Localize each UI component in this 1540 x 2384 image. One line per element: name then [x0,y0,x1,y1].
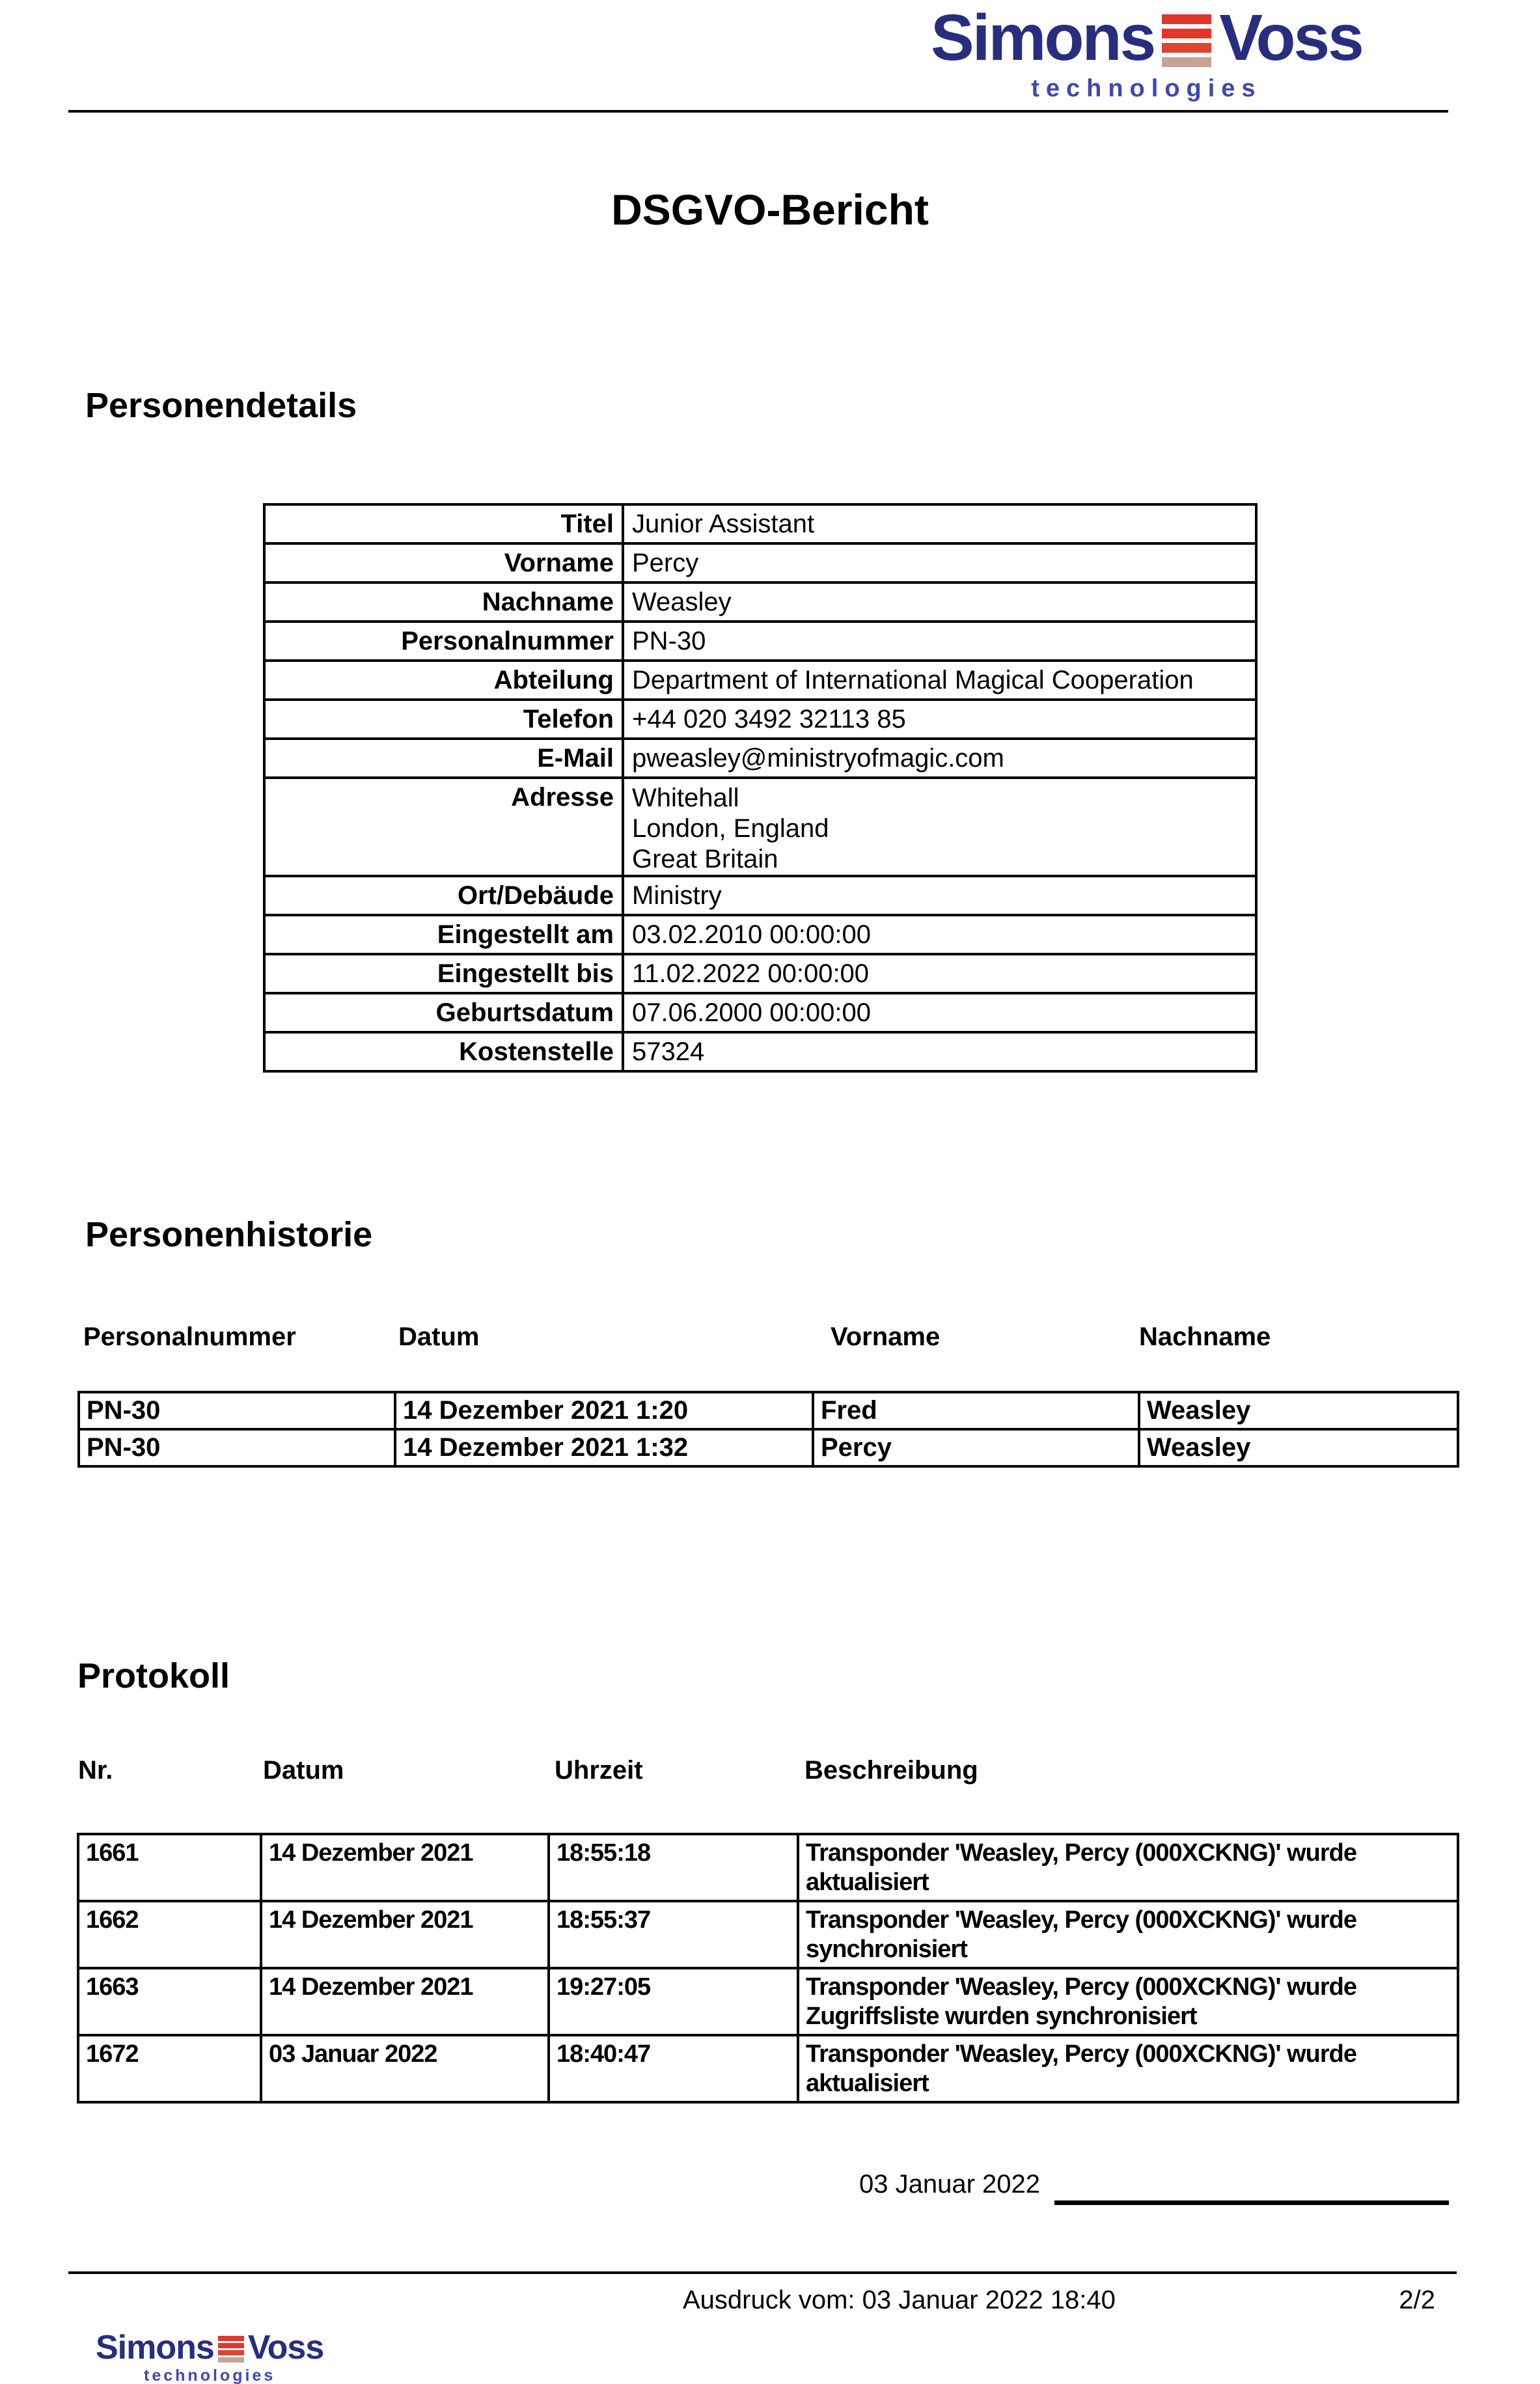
logo-bars-icon [218,2336,244,2363]
protocol-cell-beschreibung: Transponder 'Weasley, Percy (000XCKNG)' wurde Zugriffsliste wurden synchronisiert [798,1968,1458,2035]
detail-label: Eingestellt am [264,915,623,954]
logo-word-voss: Voss [1219,1,1362,74]
section-heading-personendetails: Personendetails [85,386,357,425]
protocol-cell-beschreibung: Transponder 'Weasley, Percy (000XCKNG)' wurde aktualisiert [798,1834,1458,1901]
history-cell-vorname: Percy [813,1429,1139,1466]
history-cell-personalnummer: PN-30 [79,1429,395,1466]
column-header-vorname: Vorname [831,1322,941,1351]
table-row [78,1834,1458,1901]
table-row [78,2035,1458,2102]
logo-wordmark [931,1,1362,74]
address-line: Whitehall [632,784,739,812]
simonsvoss-logo [931,1,1362,102]
detail-value: 11.02.2022 00:00:00 [623,954,1256,993]
column-header-datum: Datum [263,1756,344,1785]
detail-value: Department of International Magical Cooperation [623,661,1256,700]
detail-label: Ort/Debäude [264,876,623,915]
detail-label: E-Mail [264,739,623,778]
protocol-cell-datum: 14 Dezember 2021 [261,1968,549,2035]
protocol-cell-uhrzeit: 18:55:18 [549,1834,798,1901]
detail-label: Personalnummer [264,622,623,661]
detail-value: pweasley@ministryofmagic.com [623,739,1256,778]
logo-word-simons: Simons [96,2329,214,2366]
table-row [264,915,1256,954]
table-row [264,543,1256,582]
person-history-table [77,1391,1459,1468]
table-row [264,739,1256,778]
table-row [264,993,1256,1032]
section-heading-protokoll: Protokoll [77,1656,230,1695]
detail-value: 03.02.2010 00:00:00 [623,915,1256,954]
detail-value: Weasley [623,582,1256,622]
detail-label: Geburtsdatum [264,993,623,1032]
protocol-cell-nr: 1661 [78,1834,261,1901]
protocol-cell-uhrzeit: 18:40:47 [549,2035,798,2102]
detail-value: Junior Assistant [623,504,1256,543]
protocol-cell-datum: 03 Januar 2022 [261,2035,549,2102]
table-row [264,778,1256,876]
table-row [264,504,1256,543]
protocol-table [77,1833,1459,2103]
logo-subtitle: technologies [1031,75,1262,102]
detail-label: Nachname [264,582,623,622]
protocol-cell-beschreibung: Transponder 'Weasley, Percy (000XCKNG)' wurde synchronisiert [798,1901,1458,1968]
protocol-cell-uhrzeit: 19:27:05 [549,1968,798,2035]
detail-value: 07.06.2000 00:00:00 [623,993,1256,1032]
table-row [264,876,1256,915]
address-line: Great Britain [632,845,778,873]
history-cell-datum: 14 Dezember 2021 1:20 [395,1392,813,1429]
detail-value: 57324 [623,1032,1256,1071]
column-header-personalnummer: Personalnummer [83,1322,296,1351]
protocol-cell-datum: 14 Dezember 2021 [261,1901,549,1968]
column-header-nachname: Nachname [1139,1322,1271,1351]
page-title: DSGVO-Bericht [611,185,929,234]
signature-date: 03 Januar 2022 [859,2170,1041,2199]
section-heading-personenhistorie: Personenhistorie [85,1215,373,1254]
detail-label: Adresse [264,778,623,876]
table-row [78,1968,1458,2035]
protocol-cell-nr: 1663 [78,1968,261,2035]
protocol-cell-uhrzeit: 18:55:37 [549,1901,798,1968]
address-line: London, England [632,814,829,843]
signature-line [1054,2200,1449,2205]
history-cell-vorname: Fred [813,1392,1139,1429]
detail-value-address [623,778,1256,876]
table-row [264,1032,1256,1071]
protocol-cell-nr: 1662 [78,1901,261,1968]
protocol-cell-beschreibung: Transponder 'Weasley, Percy (000XCKNG)' wurde aktualisiert [798,2035,1458,2102]
column-header-beschreibung: Beschreibung [804,1756,978,1785]
table-row [264,661,1256,700]
detail-label: Abteilung [264,661,623,700]
person-details-table [263,503,1258,1073]
protocol-cell-datum: 14 Dezember 2021 [261,1834,549,1901]
history-cell-datum: 14 Dezember 2021 1:32 [395,1429,813,1466]
page-number: 2/2 [1399,2286,1435,2314]
column-header-uhrzeit: Uhrzeit [555,1756,643,1785]
detail-label: Kostenstelle [264,1032,623,1071]
history-cell-personalnummer: PN-30 [79,1392,395,1429]
table-row [264,700,1256,739]
table-row [78,1901,1458,1968]
column-header-nr: Nr. [78,1756,113,1785]
protocol-cell-nr: 1672 [78,2035,261,2102]
logo-bars-icon [1162,14,1211,67]
detail-value: +44 020 3492 32113 85 [623,700,1256,739]
simonsvoss-logo-footer [96,2330,323,2384]
history-cell-nachname: Weasley [1139,1392,1458,1429]
table-row [79,1392,1458,1429]
logo-word-simons: Simons [931,1,1155,74]
detail-value: Ministry [623,876,1256,915]
history-cell-nachname: Weasley [1139,1429,1458,1466]
logo-wordmark [96,2330,323,2366]
header-divider [68,110,1448,113]
detail-label: Vorname [264,543,623,582]
printout-timestamp: Ausdruck vom: 03 Januar 2022 18:40 [683,2286,1116,2314]
table-row [264,582,1256,622]
detail-value: PN-30 [623,622,1256,661]
table-row [79,1429,1458,1466]
footer-divider [68,2271,1457,2274]
logo-word-voss: Voss [247,2329,324,2366]
detail-label: Telefon [264,700,623,739]
logo-subtitle: technologies [144,2366,276,2384]
column-header-datum: Datum [398,1322,480,1351]
detail-value: Percy [623,543,1256,582]
detail-label: Eingestellt bis [264,954,623,993]
table-row [264,622,1256,661]
table-row [264,954,1256,993]
detail-label: Titel [264,504,623,543]
